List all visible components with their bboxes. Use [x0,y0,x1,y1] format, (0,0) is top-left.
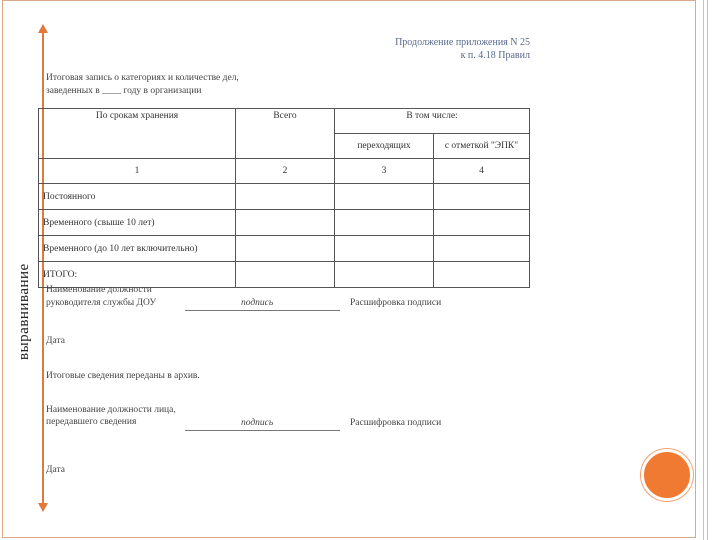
row-label: Временного (свыше 10 лет) [39,210,236,236]
transfer-note: Итоговые сведения переданы в архив. [46,371,200,381]
header-including: В том числе: [335,109,530,134]
intro-line-1: Итоговая запись о категориях и количестве дел, [46,73,239,83]
header-epk: с отметкой "ЭПК" [434,134,530,159]
sig2-position-line-1: Наименование должности лица, [46,405,176,415]
intro-line-2: заведенных в ____ году в организации [46,86,202,96]
header-line-1: Продолжение приложения N 25 [395,37,530,48]
header-terms: По срокам хранения [39,109,236,159]
sig2-decode: Расшифровка подписи [350,418,442,428]
header-transitional: переходящих [335,134,434,159]
row-label: Временного (до 10 лет включительно) [39,236,236,262]
decorative-rule [703,0,704,540]
header-total: Всего [236,109,335,159]
decorative-circle [641,449,693,501]
table-row [39,236,530,262]
table-row [39,184,530,210]
sig2-position-line-2: передавшего сведения [46,417,137,427]
signature-line [185,430,340,431]
decorative-rule [707,0,708,540]
side-label: выравнивание [16,263,32,360]
records-table [38,108,530,288]
row-label: Постоянного [39,184,236,210]
sig2-sign: подпись [241,418,274,428]
sig1-decode: Расшифровка подписи [350,298,442,308]
table-row [39,262,530,288]
sig1-position-line-1: Наименование должности [46,285,152,295]
signature-line [185,310,340,311]
sig1-position-line-2: руководителя службы ДОУ [46,298,157,308]
arrow-up-icon [38,24,48,33]
col-number-4: 4 [434,159,530,184]
row-label: ИТОГО: [39,262,236,288]
sig1-date: Дата [46,336,65,346]
arrow-down-icon [38,503,48,512]
header-line-2: к п. 4.18 Правил [460,50,530,61]
col-number-1: 1 [39,159,236,184]
sig2-date: Дата [46,465,65,475]
col-number-3: 3 [335,159,434,184]
col-number-2: 2 [236,159,335,184]
table-row [39,210,530,236]
sig1-sign: подпись [241,298,274,308]
